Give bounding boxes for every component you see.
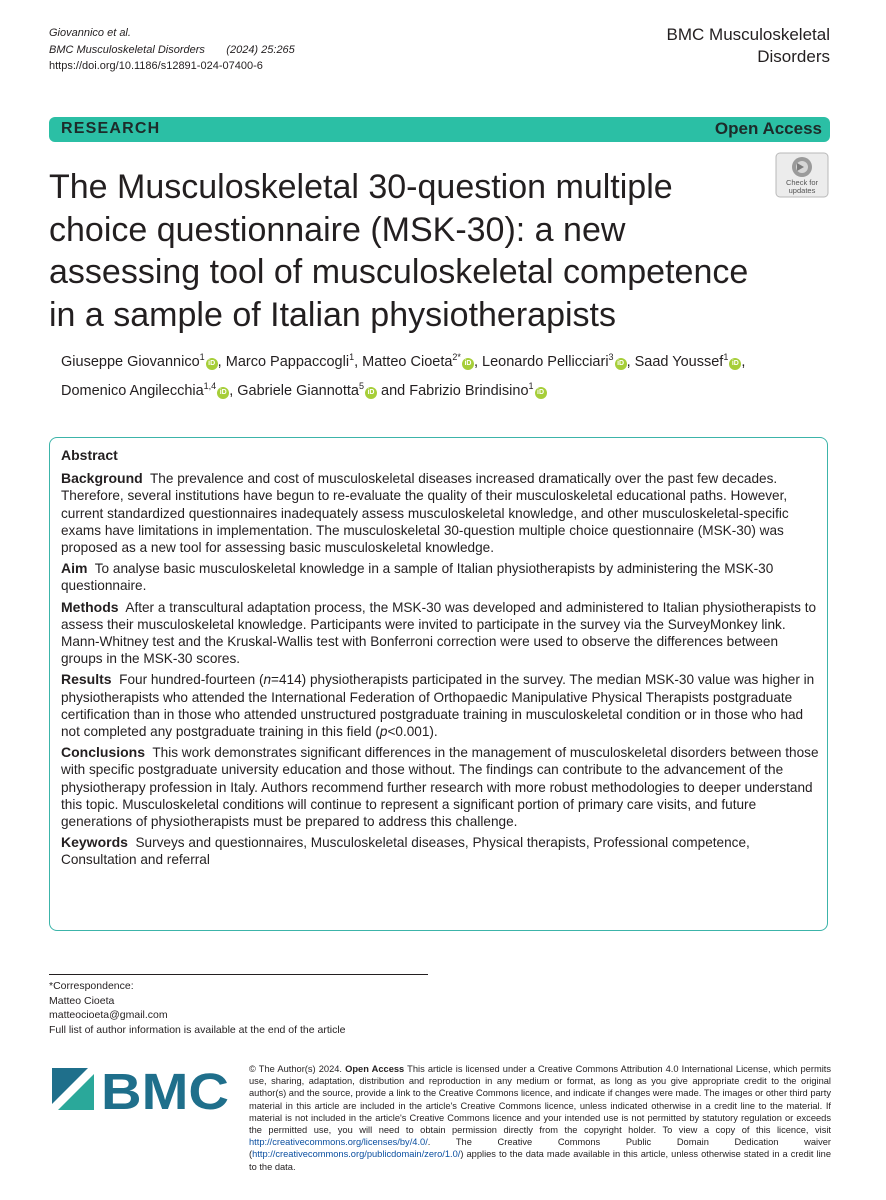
header-authors: Giovannico et al. [49, 27, 131, 39]
correspondence-footnote [49, 979, 346, 1037]
license-link-by[interactable]: http://creativecommons.org/licenses/by/4.0/ [249, 1137, 428, 1148]
footnote-line2: Matteo Cioeta [49, 994, 115, 1007]
author-6: Domenico Angilecchia$^{1,4}$iD , [61, 380, 238, 399]
article-type-band [49, 117, 830, 142]
orcid-icon[interactable]: iD [217, 387, 229, 399]
abstract-content [61, 447, 821, 873]
author-3: Matteo Cioeta$^{2*}$iD , [362, 352, 482, 370]
license-text: © The Author(s) 2024. Open Access This article is licensed under a Creative Commons Attribution 4.0 International License, which permits use, sharing, adaptation, distribution and reproduction in any medium or format, as long as you give appropriate credit to the original author(s) and the source, provide a link to the Creative Commons licence, and indicate if changes were made. The images or other third party material in this article are included in the article's Creative Commons licence, unless indicated otherwise in a credit line to the material. If material is not included in the article's Creative Commons licence and your intended use is not permitted by statutory regulation or exceeds the permitted use, you will need to obtain permission directly from the copyright holder. To view a copy of this licence, visit http://creativecommons.org/licenses/by/4.0/. The Creative Commons Public Domain Dedication waiver (http://creativecommons.org/publicdomain/zero/1.0/) applies to the data made available in this article, unless otherwise stated in a credit line to the data. [249, 1064, 831, 1172]
abstract-aim: Aim To analyse basic musculoskeletal knowledge in a sample of Italian physiotherapists by administering the MSK-30 questionnaire. [61, 560, 774, 594]
orcid-icon[interactable]: iD [365, 387, 377, 399]
footnote-line4: Full list of author information is available at the end of the article [49, 1023, 346, 1036]
check-for-updates-line2: updates [788, 186, 816, 195]
journal-name [667, 24, 830, 68]
bmc-logo-icon [52, 1064, 230, 1114]
license-link-zero[interactable]: http://creativecommons.org/publicdomain/zero/1.0/ [252, 1149, 461, 1160]
author-4: Leonardo Pellicciari$^3$iD , [482, 352, 635, 370]
abstract-conclusions: Conclusions This work demonstrates significant differences in the management of musculoskeletal disorders between those with specific postgraduate university education and those without. The findings can contribute to the advancement of the physiotherapy profession in Italy. Authors recommend further research with more robust methodologies to deeper understand this topic. Musculoskeletal conditions will continue to represent a significant portion of primary care visits, and future generations of physiotherapists must be prepared to address this challenge. [61, 744, 819, 830]
abstract-results: Results Four hundred-fourteen (n=414) physiotherapists participated in the survey. The median MSK-30 value was higher in physiotherapists who attended the International Federation of Orthopaedic Manipulative Physical Therapists postgraduate certification than in those who attended unstructured postgraduate training in musculoskeletal condition or in those who had not completed any postgraduate training in this field (p<0.001). [61, 671, 815, 740]
author-7: Gabriele Giannotta$^5$iD and [237, 380, 410, 399]
bmc-logo-text: BMC [101, 1064, 229, 1114]
abstract-methods: Methods After a transcultural adaptation process, the MSK-30 was developed and administered to Italian physiotherapists to assess their musculoskeletal knowledge. Participants were invited to participate in the survey via the SurveyMonkey link. Mann-Whitney test and the Kruskal-Wallis test with Bonferroni correction were used to observe the differences between groups in the MSK-30 scores. [61, 598, 817, 667]
check-for-updates-icon[interactable] [775, 152, 829, 198]
article-title: The Musculoskeletal 30-question multiple choice questionnaire (MSK-30): a new assessing tool of musculoskeletal competence in a sample of Italian physiotherapists [49, 168, 749, 334]
author-2: Marco Pappaccogli$^1$, [225, 352, 363, 370]
abstract-heading: Abstract [61, 447, 118, 463]
orcid-icon[interactable]: iD [462, 358, 474, 370]
orcid-icon[interactable]: iD [729, 358, 741, 370]
author-5: Saad Youssef$^1$iD , [634, 352, 746, 370]
check-for-updates-line1: Check for [785, 178, 819, 187]
journal-name-line1: BMC Musculoskeletal [666, 25, 830, 44]
section-label: RESEARCH [61, 120, 161, 137]
footnote-rule [49, 974, 428, 975]
header-journal: BMC Musculoskeletal Disorders [49, 43, 205, 56]
author-1: Giuseppe Giovannico$^1$iD , [61, 352, 226, 370]
journal-name-line2: Disorders [757, 47, 830, 66]
header-doi[interactable]: https://doi.org/10.1186/s12891-024-07400-6 [49, 60, 263, 72]
abstract-background: Background The prevalence and cost of musculoskeletal diseases increased dramatically over the past few decades. Therefore, several institutions have begun to re-evaluate the quality of their musculoskeletal educational paths. However, current standardized questionnaires inadequately assess musculoskeletal knowledge, and other musculoskeletal-specific exams have limitations in implementation. The musculoskeletal 30-question multiple choice questionnaire (MSK-30) was proposed as a new tool for assessing basic musculoskeletal knowledge. [61, 470, 789, 556]
orcid-icon[interactable]: iD [535, 387, 547, 399]
orcid-icon[interactable]: iD [206, 358, 218, 370]
orcid-icon[interactable]: iD [615, 358, 627, 370]
footnote-email[interactable]: matteocioeta@gmail.com [49, 1009, 168, 1022]
abstract-box [49, 437, 828, 931]
footnote-line1: *Correspondence: [49, 980, 134, 992]
header-year-volume: (2024) 25:265 [226, 43, 295, 56]
author-list [61, 345, 821, 403]
author-8: Fabrizio Brindisino$^1$iD [409, 383, 546, 399]
abstract-keywords: Keywords Surveys and questionnaires, Musculoskeletal diseases, Physical therapists, Professional competence, Consultation and referral [61, 834, 750, 868]
running-header [49, 25, 295, 75]
open-access-label: Open Access [714, 119, 822, 138]
